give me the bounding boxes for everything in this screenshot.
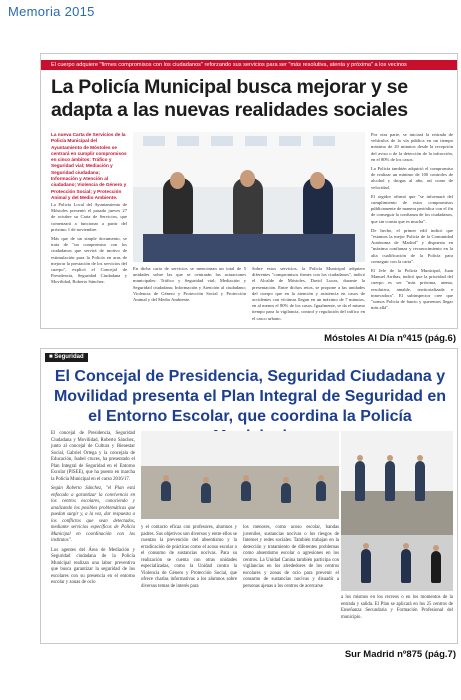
paragraph: Según Roberto Sánchez, "el Plan está enfocado a garantizar la convivencia en los centros escolares, conociendo y analizando los posibles problemáticas que puedan surgir y, a la vez, dar respuesta a los conflictos que sean detectados, mediante servicios específicos de Policía Municipal en coordinación con los institutos". (51, 486, 135, 543)
article-2-headline: El Concejal de Presidencia, Seguridad Ciudadana y Movilidad presenta el Plan Integral de Seguridad en el Entorno Escolar, que coordina la Policía (53, 368, 447, 425)
article-2-photo-classroom (141, 431, 339, 519)
section-tag: ■ Seguridad (45, 353, 88, 362)
paragraph: Sobre estos servicios, la Policía Municipal adquiere diferentes "compromisos firmes con los ciudadanos", indicó el Alcalde de Móstoles, David Lucas, durante la presentación. Entre dichos retos, se propone a las unidades del cuerpo que en la atención y asistencia en casos de accidentes con víctimas llegan en un máximo de 7 minutos, en al menos el 80% de los casos. Igualmente, se da el mismo tiempo para la vigilancia, control y regulación del tráfico en el casco urbano. (252, 266, 365, 321)
paragraph: El concejal de Presidencia, Seguridad Ciudadana y Movilidad, Roberto Sánchez, junto al concejal de Cultura y Bienestar Social, Gabriel Ortega y la concejala de Educación, Isabel cruces, ha presentado el Plan Integral de Seguridad en el Entorno Escolar (PISEE), que ha puesto en marcha la Policía Municipal en el curso 2016/17. (51, 431, 135, 482)
paragraph: El Jefe de la Policía Municipal, Juan Manuel Arribas, indicó que la prioridad del cuerpo es ser "más próxima, atenta, resolutiva, amable, territorializada e innovadora". El subinspector cree que "somos Policía de barrio y queremos llegar más allá". (371, 268, 453, 311)
paragraph: Por otra parte, se iniciará la retirada de vehículos de la vía pública en un tiempo máximo de 20 minutos desde la recepción del aviso o de la detección de la infracción, en el 80% de los casos. (371, 132, 453, 162)
paragraph: En dicha carta de servicios se mencionan un total de 5 unidades sobre las que se centrarán las actuaciones municipales: Tráfico y Seguridad vial; Mediación y Seguridad ciudadana; Información y Atención al ciudadano; Violencia de Género y Protección Social y Protección Animal y del Medio Ambiente. (133, 266, 246, 303)
paragraph: La Policía Local del Ayuntamiento de Móstoles presentó el pasado jueves 27 de octubre su Carta de Servicios, que comenzará a funcionar a partir del próximo 1 de noviembre. (51, 202, 127, 232)
paragraph: Más que de un simple documento, se trata de "un compromiso con los ciudadanos que servirá de motivo de estimulación para la Policía en aras de mejorar la prestación de los servicios del cuerpo", explicó el Concejal de Presidencia, Seguridad Ciudadana y Movilidad, Roberto Sánchez. (51, 236, 127, 285)
article-2-column-1 (51, 431, 135, 590)
section-tag-label: Seguridad (54, 354, 84, 360)
article-2-columns-middle (141, 525, 339, 590)
article-2-photo-unit (341, 535, 453, 591)
press-clipping-2 (40, 348, 458, 644)
paragraph: De hecho, el primer edil indicó que "estamos la mejor Policía de la Comunidad Autónoma de Madrid" y dispuesta en "máxima confianza y reconocimiento en la alta cualificación de la Policía para conseguir con la carta". (371, 227, 453, 264)
press-clipping-1 (40, 53, 458, 329)
article-1-column-3 (371, 132, 453, 314)
paragraph: Los agentes del Área de Mediación y Seguridad ciudadana de la Policía Municipal realizan una labor preventiva que busca garantizar la seguridad de los escolares con su presencia en el entorno escolar y zonas de ocio (51, 547, 135, 585)
paragraph: los menores, como acoso escolar, bandas juveniles, sustancias nocivas o los riesgos de Internet y redes sociales. También trabajan en la detección y tratamiento de diferentes problemas como absentismo escolar o agresiones en los centros. La Unidad Canina también participa con vigilancias en los alrededores de los centros escolares y zonas de ocio para prevenir el consumo de sustancias nocivas y disuadir a personas ajenas a los centros de acercarse (243, 525, 339, 589)
paragraph: y el contacto eficaz con profesores, alumnos y padres. Sus objetivos son diversos y entre ellos se cuentan la prevención del absentismo y la erradicación de prácticas como el acoso escolar o el consumo de sustancias nocivas. Para su realización se cuenta con otras unidades especializadas, como la Unidad contra la Violencia de Género y Protección Social, que ofrece charlas informativas a los alumnos sobre diversos temas de interés para (141, 525, 237, 589)
article-1-photo (133, 132, 365, 262)
paragraph: La Policía también adquirió el compromiso de realizar un mínimo de 100 controles de alcohol y drogas al año, así como de velocidad. (371, 166, 453, 190)
paragraph: El regidor afirmó que "se informará del cumplimiento de estos compromisos públicamente de manera periódica con el fin de conseguir la confianza de los ciudadanos, que sin consta que es mucha". (371, 193, 453, 224)
page-title: Memoria 2015 (8, 4, 95, 19)
article-1-headline: La Policía Municipal busca mejorar y se adapta a las nuevas realidades sociales (51, 76, 408, 121)
article-1-source: Móstoles Al Día nº415 (pág.6) (324, 333, 456, 344)
article-1-column-1 (51, 202, 127, 289)
article-1-lead: La nueva Carta de Servicios de la Policía Municipal del Ayuntamiento de Móstoles se centrará en cumplir compromisos en cinco ámbitos: Tráfico y Seguridad vial; Mediación y Seguridad ciudadana; Información y Atención al ciudadano; Violencia de Género y Protección Social; y Protección Animal y del Medio Ambiente. (51, 132, 127, 200)
article-2-source: Sur Madrid nº875 (pág.7) (344, 649, 456, 660)
article-2-column-4: a los mismos en los recreos o en los momentos de la entrada y salida. El Plan se aplicará en los 25 centros de Enseñanza Secundaria y Formación Profesional del municipio. (341, 595, 453, 620)
article-1-topbar: El cuerpo adquiere "firmes compromisos con los ciudadanos" reforzando sus servicios para ser "más resolutiva, atenta y próxima" a los vecinos (41, 60, 457, 70)
article-1-columns-lower (133, 266, 365, 322)
